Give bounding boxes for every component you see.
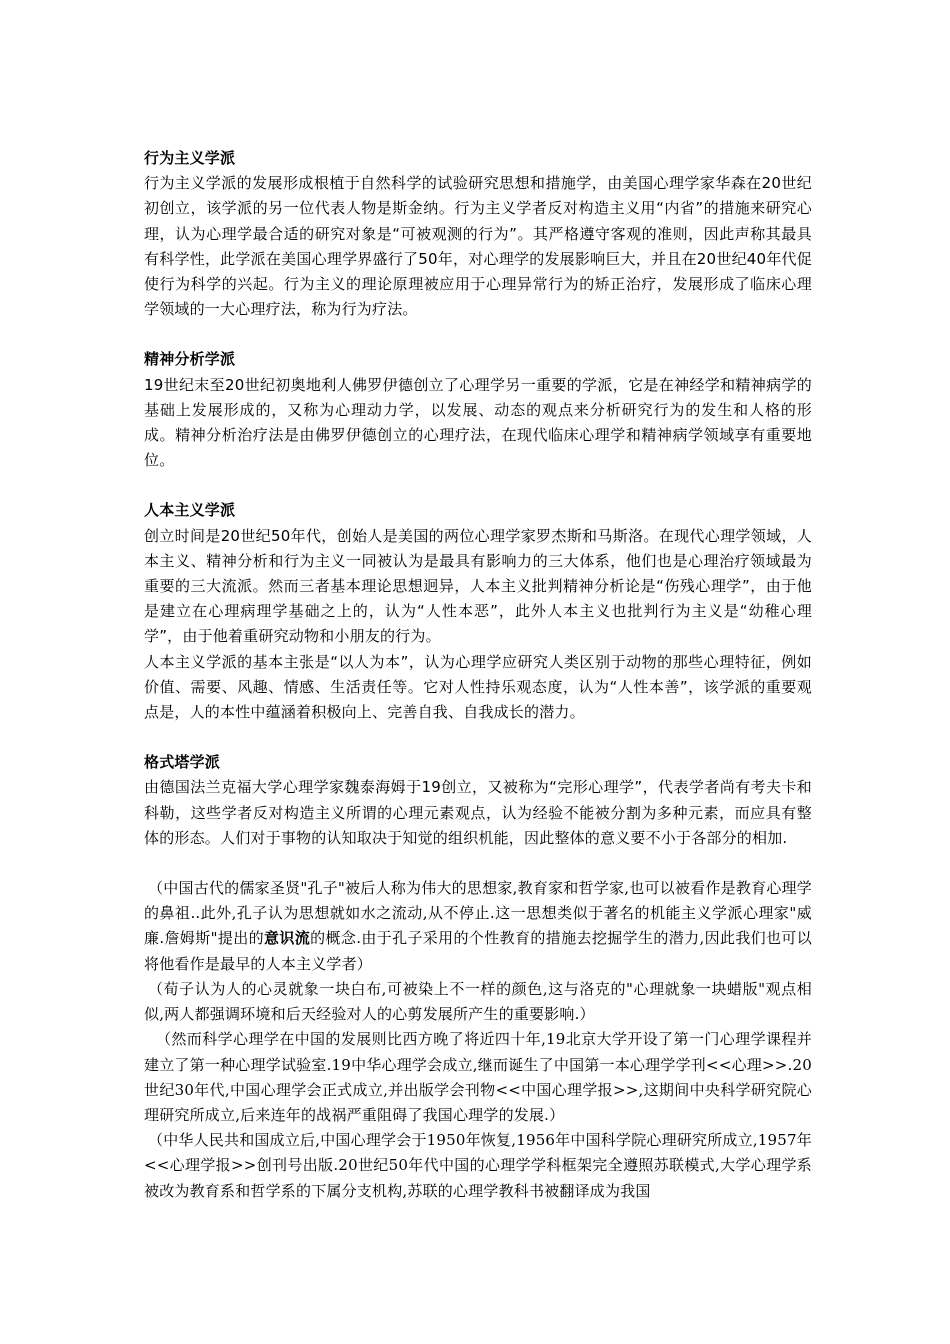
note-confucius bbox=[144, 876, 812, 977]
section-heading-psychoanalysis: 精神分析学派 bbox=[144, 350, 236, 369]
section-heading-humanism: 人本主义学派 bbox=[144, 501, 236, 520]
note-china-history: （然而科学心理学在中国的发展则比西方晚了将近四十年,19北京大学开设了第一门心理学课程并建立了第一种心理学试验室.19中华心理学会成立,继而诞生了中国第一本心理学学刊<<心理>>.20世纪30年代,中国心理学会正式成立,并出版学会刊物<<中国心理学报>>,这期间中央科学研究院心理研究所成立,后来连年的战祸严重阻碍了我国心理学的发展.） bbox=[144, 1030, 812, 1124]
paragraph-gap bbox=[144, 725, 812, 750]
section-heading-gestalt: 格式塔学派 bbox=[144, 753, 221, 772]
paragraph-gap bbox=[144, 473, 812, 498]
section-paragraph: 人本主义学派的基本主张是“以人为本”，认为心理学应研究人类区别于动物的那些心理特征，例如价值、需要、风趣、情感、生活责任等。它对人性持乐观态度，认为“人性本善”，该学派的重要观点是，人的本性中蕴涵着积极向上、完善自我、自我成长的潜力。 bbox=[144, 652, 812, 722]
section-paragraph: 19世纪末至20世纪初奥地利人佛罗伊德创立了心理学另一重要的学派，它是在神经学和精神病学的基础上发展形成的，又称为心理动力学，以发展、动态的观点来分析研究行为的发生和人格的形成。精神分析治疗法是由佛罗伊德创立的心理疗法，在现代临床心理学和精神病学领域享有重要地位。 bbox=[144, 375, 812, 470]
paragraph-gap bbox=[144, 851, 812, 876]
section-paragraph: 创立时间是20世纪50年代，创始人是美国的两位心理学家罗杰斯和马斯洛。在现代心理学领域，人本主义、精神分析和行为主义一同被认为是最具有影响力的三大体系，他们也是心理治疗领域最为重要的三大流派。然而三者基本理论思想迥异，人本主义批判精神分析论是“伤残心理学”，由于他是建立在心理病理学基础之上的，认为“人性本恶”，此外人本主义也批判行为主义是“幼稚心理学”，由于他着重研究动物和小朋友的行为。 bbox=[144, 526, 812, 646]
document-page bbox=[144, 146, 812, 1204]
note-text: 的概念.由于孔子采用的个性教育的措施去挖掘学生的潜力,因此我们也可以将他看作是最早的人本主义学者） bbox=[144, 929, 812, 973]
note-xunzi: （荀子认为人的心灵就象一块白布,可被染上不一样的颜色,这与洛克的"心理就象一块蜡版"观点相似,两人都强调环境和后天经验对人的心剪发展所产生的重要影响.） bbox=[144, 979, 812, 1024]
note-text: （中国古代的儒家圣贤"孔子"被后人称为伟大的思想家,教育家和哲学家,也可以被看作是教育心理学的鼻祖..此外,孔子认为思想就如水之流动,从不停止.这一思想类似于著名的机能主义学派心理家"威廉.詹姆斯"提出的 bbox=[144, 879, 812, 948]
note-bold-term: 意识流 bbox=[263, 929, 311, 948]
section-paragraph: 行为主义学派的发展形成根植于自然科学的试验研究思想和措施学，由美国心理学家华森在20世纪初创立，该学派的另一位代表人物是斯金纳。行为主义学者反对构造主义用“内省”的措施来研究心理，认为心理学最合适的研究对象是“可被观测的行为”。其严格遵守客观的准则，因此声称其最具有科学性，此学派在美国心理学界盛行了50年，对心理学的发展影响巨大，并且在20世纪40年代促使行为科学的兴起。行为主义的理论原理被应用于心理异常行为的矫正治疗，发展形成了临床心理学领域的一大心理疗法，称为行为疗法。 bbox=[144, 174, 812, 319]
section-paragraph: 由德国法兰克福大学心理学家魏泰海姆于19创立，又被称为“完形心理学”，代表学者尚有考夫卡和科勒，这些学者反对构造主义所谓的心理元素观点，认为经验不能被分割为多种元素，而应具有整体的形态。人们对于事物的认知取决于知觉的组织机能，因此整体的意义要不小于各部分的相加. bbox=[144, 778, 812, 847]
section-heading-behaviorism: 行为主义学派 bbox=[144, 149, 236, 167]
paragraph-gap bbox=[144, 322, 812, 347]
note-prc-history: （中华人民共和国成立后,中国心理学会于1950年恢复,1956年中国科学院心理研究所成立,1957年<<心理学报>>创刊号出版.20世纪50年代中国的心理学学科框架完全遵照苏联模式,大学心理学系被改为教育系和哲学系的下属分支机构,苏联的心理学教科书被翻译成为我国 bbox=[144, 1131, 812, 1200]
